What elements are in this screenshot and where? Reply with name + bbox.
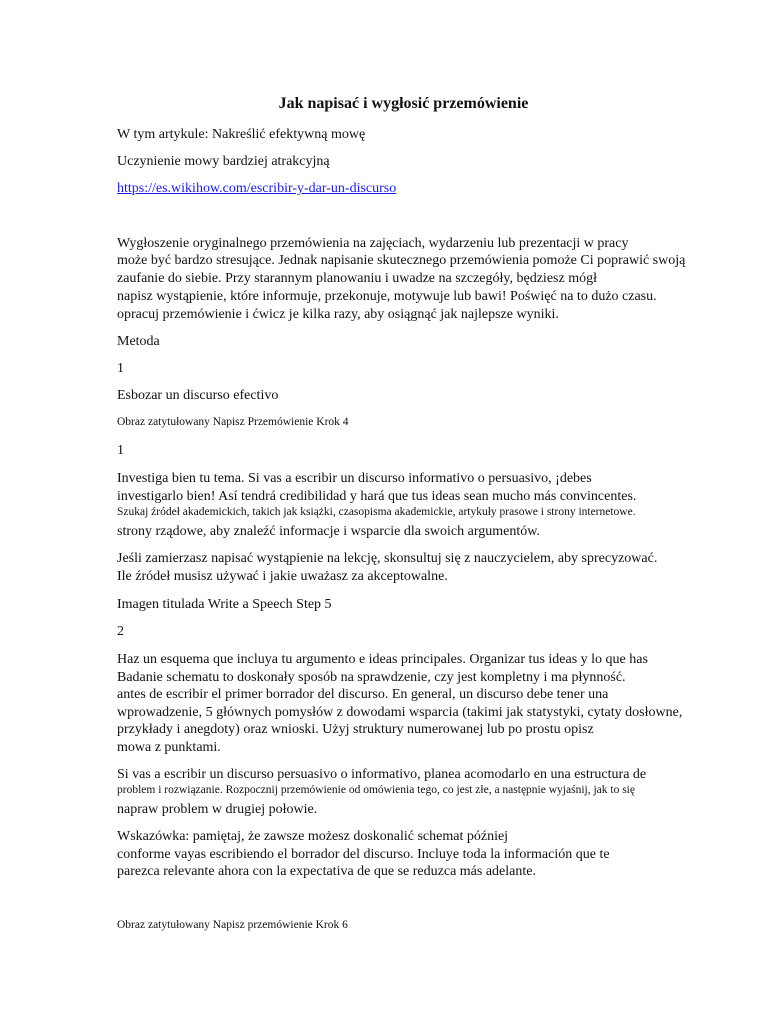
method-label: Metoda — [117, 334, 160, 349]
in-article-line: W tym artykule: Nakreślić efektywną mowę — [117, 127, 366, 142]
step1-line: Investiga bien tu tema. Si vas a escribir un discurso informativo o persuasivo, ¡debes — [117, 471, 592, 486]
tip-line: Wskazówka: pamiętaj, że zawsze możesz doskonalić schemat później — [117, 829, 509, 844]
step1-line: investigarlo bien! Así tendrá credibilidad y hará que tus ideas sean mucho más convincentes. — [117, 489, 637, 504]
tip-line: parezca relevante ahora con la expectativa de que se reduzca más adelante. — [117, 864, 536, 879]
section-title: Esbozar un discurso efectivo — [117, 388, 279, 403]
intro-line: opracuj przemówienie i ćwicz je kilka razy, aby osiągnąć jak najlepsze wyniki. — [117, 307, 559, 322]
step2-line: wprowadzenie, 5 głównych pomysłów z dowodami wsparcia (takimi jak statystyki, cytaty dosłowne, — [117, 705, 683, 720]
image-caption: Obraz zatytułowany Napisz przemówienie Krok 6 — [117, 919, 348, 931]
intro-line: Wygłoszenie oryginalnego przemówienia na zajęciach, wydarzeniu lub prezentacji w pracy — [117, 236, 629, 251]
step-number: 2 — [117, 624, 124, 639]
method-number: 1 — [117, 361, 124, 376]
persuasive-line: napraw problem w drugiej połowie. — [117, 802, 318, 817]
persuasive-line: problem i rozwiązanie. Rozpocznij przemówienie od omówienia tego, co jest złe, a następnie wyjaśnij, jak to się — [117, 784, 635, 796]
step-number: 1 — [117, 443, 124, 458]
step2-line: Haz un esquema que incluya tu argumento e ideas principales. Organizar tus ideas y lo que has — [117, 652, 648, 667]
tip-line: Ile źródeł musisz używać i jakie uważasz za akceptowalne. — [117, 569, 448, 584]
step1-line: Szukaj źródeł akademickich, takich jak książki, czasopisma akademickie, artykuły prasowe i strony internetowe. — [117, 506, 636, 518]
tip-line: conforme vayas escribiendo el borrador del discurso. Incluye toda la información que te — [117, 847, 610, 862]
intro-line: może być bardzo stresujące. Jednak napisanie skutecznego przemówienia pomoże Ci poprawić swoją — [117, 253, 686, 268]
step1-line: strony rządowe, aby znaleźć informacje i wsparcie dla swoich argumentów. — [117, 524, 540, 539]
image-caption: Imagen titulada Write a Speech Step 5 — [117, 597, 332, 612]
persuasive-line: Si vas a escribir un discurso persuasivo o informativo, planea acomodarlo en una estructura de — [117, 767, 647, 782]
step2-line: Badanie schematu to doskonały sposób na sprawdzenie, czy jest kompletny i ma płynność. — [117, 670, 626, 685]
step2-line: mowa z punktami. — [117, 740, 221, 755]
document-title: Jak napisać i wygłosić przemówienie — [278, 95, 529, 112]
subheading-line: Uczynienie mowy bardziej atrakcyjną — [117, 154, 330, 169]
intro-line: napisz wystąpienie, które informuje, przekonuje, motywuje lub bawi! Poświęć na to dużo czasu. — [117, 289, 657, 304]
step2-line: antes de escribir el primer borrador del discurso. En general, un discurso debe tener una — [117, 687, 609, 702]
step2-line: przykłady i anegdoty) oraz wnioski. Użyj struktury numerowanej lub po prostu opisz — [117, 722, 594, 737]
tip-line: Jeśli zamierzasz napisać wystąpienie na lekcję, skonsultuj się z nauczycielem, aby sprecyzować. — [117, 551, 658, 566]
image-caption: Obraz zatytułowany Napisz Przemówienie Krok 4 — [117, 416, 349, 428]
intro-line: zaufanie do siebie. Przy starannym planowaniu i uwadze na szczegóły, będziesz mógł — [117, 271, 597, 286]
source-link[interactable]: https://es.wikihow.com/escribir-y-dar-un-discurso — [117, 181, 397, 196]
